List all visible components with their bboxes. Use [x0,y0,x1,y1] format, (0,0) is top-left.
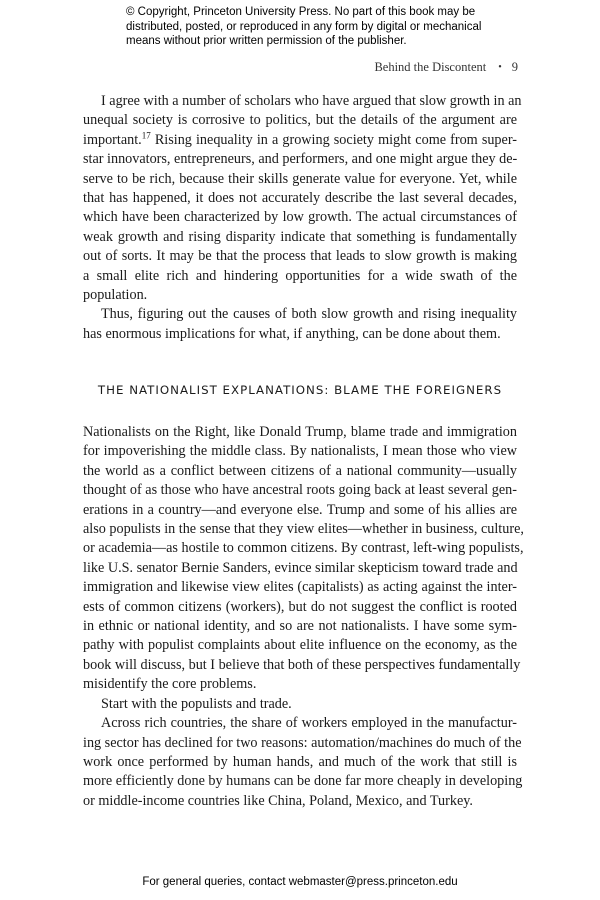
text-line: or academia—as hostile to common citizens. By contrast, left-wing populists, [83,540,524,557]
text-line: the world as a conflict between citizens of a national community—usually [83,462,517,479]
text-line: which have been characterized by low growth. The actual circumstances of [83,209,517,226]
body-text-top [83,92,522,344]
paragraph-5 [83,714,523,811]
text-line: Thus, figuring out the causes of both slow growth and rising inequality [101,306,517,323]
text-line: ing sector has declined for two reasons: automation/machines do much of the [83,734,522,751]
text-line: weak growth and rising disparity indicate that something is fundamentally [83,228,517,245]
paragraph-1 [83,92,522,305]
text-line: a small elite rich and hindering opportunities for a wide swath of the [83,267,517,284]
text-line: or middle-income countries like China, Poland, Mexico, and Turkey. [83,792,473,809]
text-line: serve to be rich, because their skills generate value for everyone. Yet, while [83,170,517,187]
text-line: unequal society is corrosive to politics, but the details of the argument are [83,112,517,129]
copyright-line: means without prior written permission of the publisher. [126,35,407,47]
text-line: erations in a country—and everyone else. Trump and some of his allies are [83,501,517,518]
text-line: immigration and likewise view elites (capitalists) as acting against the inter- [83,579,517,596]
body-text-bottom [83,423,524,811]
paragraph-3 [83,423,524,695]
footnote-marker: 17 [141,130,151,141]
text-line: population. [83,287,148,304]
text-line: misidentify the core problems. [83,676,257,693]
text-line: like U.S. senator Bernie Sanders, evince similar skepticism toward trade and [83,559,518,576]
paragraph-4 [83,695,517,714]
text-line: Start with the populists and trade. [101,695,292,712]
footer-contact: For general queries, contact webmaster@press.princeton.edu [142,876,458,888]
section-heading: THE NATIONALIST EXPLANATIONS: BLAME THE FOREIGNERS [97,383,503,397]
text-line: that has happened, it does not accurately describe the last several decades, [83,190,517,207]
text-line: pathy with populist complaints about elite influence on the economy, as the [83,637,517,654]
bullet-separator: • [498,62,502,73]
text-fragment: important. [83,131,142,148]
text-line: more efficiently done by humans can be done far more cheaply in developing [83,773,523,790]
copyright-line: © Copyright, Princeton University Press. No part of this book may be [126,6,476,18]
running-head [374,60,518,75]
text-line [83,131,517,150]
text-line: thought of as those who have ancestral roots going back at least several gen- [83,482,517,499]
text-line: out of sorts. It may be that the process that leads to slow growth is making [83,248,517,265]
running-head-title: Behind the Discontent [374,60,487,74]
text-line: star innovators, entrepreneurs, and performers, and one might argue they de- [83,151,518,168]
copyright-line: distributed, posted, or reproduced in any form by digital or mechanical [126,20,482,33]
text-line: book will discuss, but I believe that both of these perspectives fundamentally [83,656,521,673]
text-line: I agree with a number of scholars who have argued that slow growth in an [101,93,522,109]
text-line: for impoverishing the middle class. By nationalists, I mean those who view [83,443,517,460]
text-line: has enormous implications for what, if anything, can be done about them. [83,325,501,342]
text-line: work once performed by human hands, and much of the work that still is [83,753,517,770]
text-line: Across rich countries, the share of workers employed in the manufactur- [101,715,517,732]
text-line: Nationalists on the Right, like Donald Trump, blame trade and immigration [83,424,517,440]
text-line: in ethnic or national identity, and so are not nationalists. I have some sym- [83,618,517,635]
page-number: 9 [511,60,518,74]
copyright-notice [126,5,486,49]
text-line: ests of common citizens (workers), but do not suggest the conflict is rooted [83,598,517,615]
text-line: also populists in the sense that they view elites—whether in business, culture, [83,521,524,538]
text-fragment: Rising inequality in a growing society might come from super- [150,131,517,148]
paragraph-2 [83,305,517,344]
